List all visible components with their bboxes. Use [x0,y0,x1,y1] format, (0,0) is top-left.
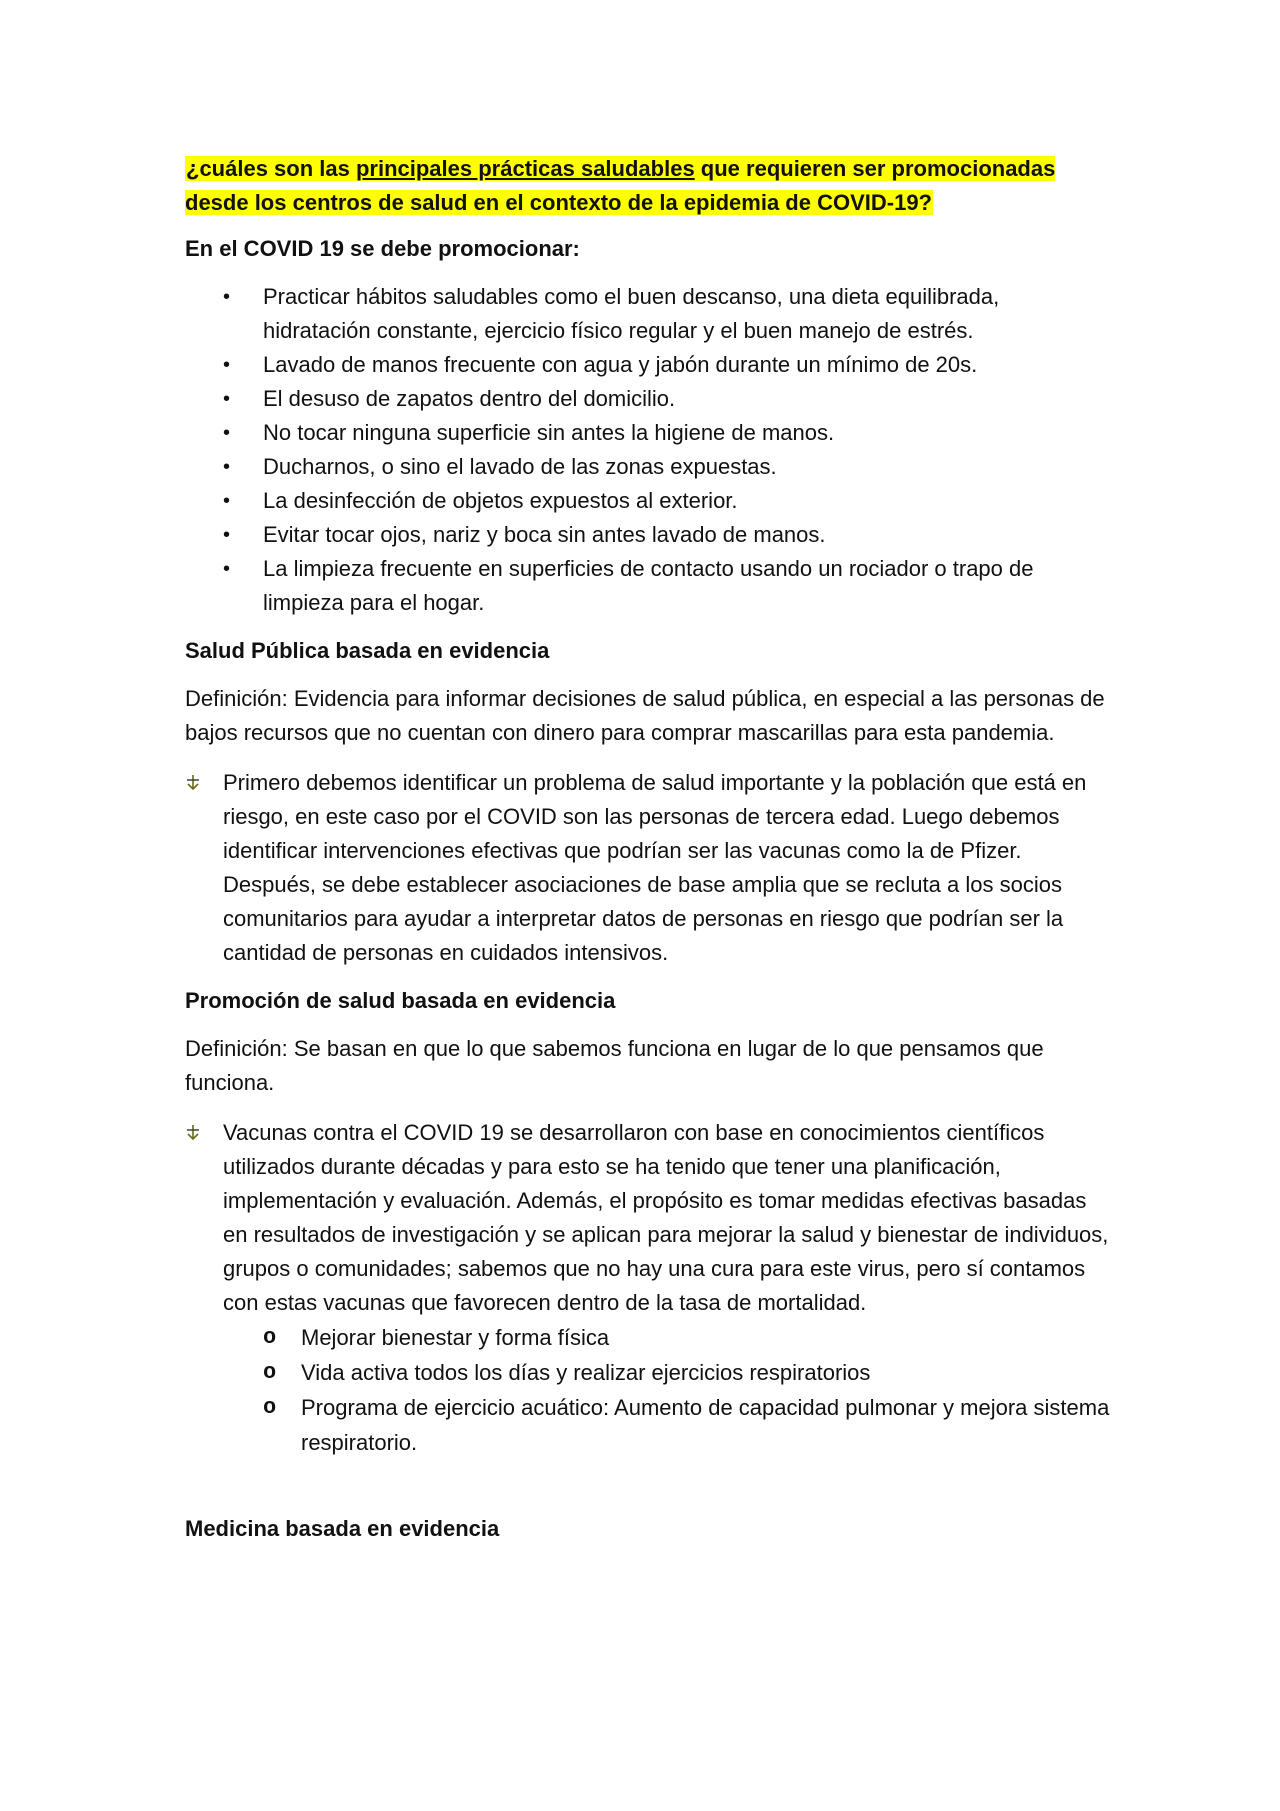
sub-list-item-text: Vida activa todos los días y realizar ejercicios respiratorios [301,1360,871,1385]
section2-list [185,1116,1110,1320]
section3-heading: Medicina basada en evidencia [185,1516,500,1541]
intro-heading: En el COVID 19 se debe promocionar: [185,236,580,261]
list-item-text: El desuso de zapatos dentro del domicilio. [263,386,676,411]
bullet-dot-icon: • [223,422,231,444]
arrow-bullet-icon [185,774,201,790]
question-part1: ¿cuáles son las [186,156,356,181]
list-item [185,450,1110,484]
sub-list-item-text: Programa de ejercicio acuático: Aumento de capacidad pulmonar y mejora sistema respiratorio. [301,1395,1110,1455]
section2-definition: Definición: Se basan en que lo que sabemos funciona en lugar de lo que pensamos que funciona. [185,1036,1044,1095]
blank-line [185,1460,1110,1512]
circle-bullet-icon: o [263,1360,277,1385]
bullet-dot-icon: • [223,524,231,546]
list-item-text: No tocar ninguna superficie sin antes la higiene de manos. [263,420,835,445]
question-underlined: principales prácticas saludables [355,156,695,181]
list-item [185,552,1110,620]
question-part2: que requieren ser promocionadas desde los centros de salud en el contexto de la epidemia de COVID-19? [185,156,1056,215]
sub-list-item [185,1390,1110,1460]
section1-list-item [185,766,1110,970]
list-item [185,416,1110,450]
document-page [185,152,1110,1560]
sub-list-item [185,1355,1110,1390]
bullet-dot-icon: • [223,388,231,410]
bullet-dot-icon: • [223,456,231,478]
section2-item-text: Vacunas contra el COVID 19 se desarrollaron con base en conocimientos científicos utilizados durante décadas y para esto se ha tenido que tener una planificación, implementación y evaluación. Además, el propósito es tomar medidas efectivas basadas en resultados de investigación y se aplican para mejorar la salud y bienestar de individuos, grupos o comunidades; sabemos que no hay una cura para este virus, pero sí contamos con estas vacunas que favorecen dentro de la tasa de mortalidad. [223,1120,1109,1315]
bullet-dot-icon: • [223,286,231,308]
list-item-text: Lavado de manos frecuente con agua y jabón durante un mínimo de 20s. [263,352,978,377]
bullet-dot-icon: • [223,490,231,512]
section1-definition: Definición: Evidencia para informar decisiones de salud pública, en especial a las personas de bajos recursos que no cuentan con dinero para comprar mascarillas para esta pandemia. [185,686,1105,745]
section1-heading: Salud Pública basada en evidencia [185,638,550,663]
circle-bullet-icon: o [263,1395,277,1420]
section1-item-text: Primero debemos identificar un problema de salud importante y la población que está en riesgo, en este caso por el COVID son las personas de tercera edad. Luego debemos identificar intervenciones efectivas que podrían ser las vacunas como la de Pfizer. Después, se debe establecer asociaciones de base amplia que se recluta a los socios comunitarios para ayudar a interpretar datos de personas en riesgo que podrían ser la cantidad de personas en cuidados intensivos. [223,770,1087,965]
question-highlight [185,156,1055,215]
arrow-bullet-icon [185,1124,201,1140]
bullet-dot-icon: • [223,354,231,376]
section2-sub-list [185,1320,1110,1460]
section2-heading: Promoción de salud basada en evidencia [185,988,616,1013]
list-item-text: La limpieza frecuente en superficies de contacto usando un rociador o trapo de limpieza para el hogar. [263,556,1034,615]
list-item-text: La desinfección de objetos expuestos al exterior. [263,488,738,513]
list-item [185,382,1110,416]
section1-list [185,766,1110,970]
bullet-dot-icon: • [223,558,231,580]
list-item [185,484,1110,518]
list-item-text: Ducharnos, o sino el lavado de las zonas expuestas. [263,454,777,479]
list-item [185,280,1110,348]
list-item [185,518,1110,552]
circle-bullet-icon: o [263,1325,277,1350]
practices-list [185,280,1110,620]
list-item [185,348,1110,382]
list-item-text: Evitar tocar ojos, nariz y boca sin antes lavado de manos. [263,522,826,547]
sub-list-item-text: Mejorar bienestar y forma física [301,1325,610,1350]
question-paragraph [185,152,1110,220]
sub-list-item [185,1320,1110,1355]
section2-list-item [185,1116,1110,1320]
list-item-text: Practicar hábitos saludables como el buen descanso, una dieta equilibrada, hidratación constante, ejercicio físico regular y el buen manejo de estrés. [263,284,1000,343]
